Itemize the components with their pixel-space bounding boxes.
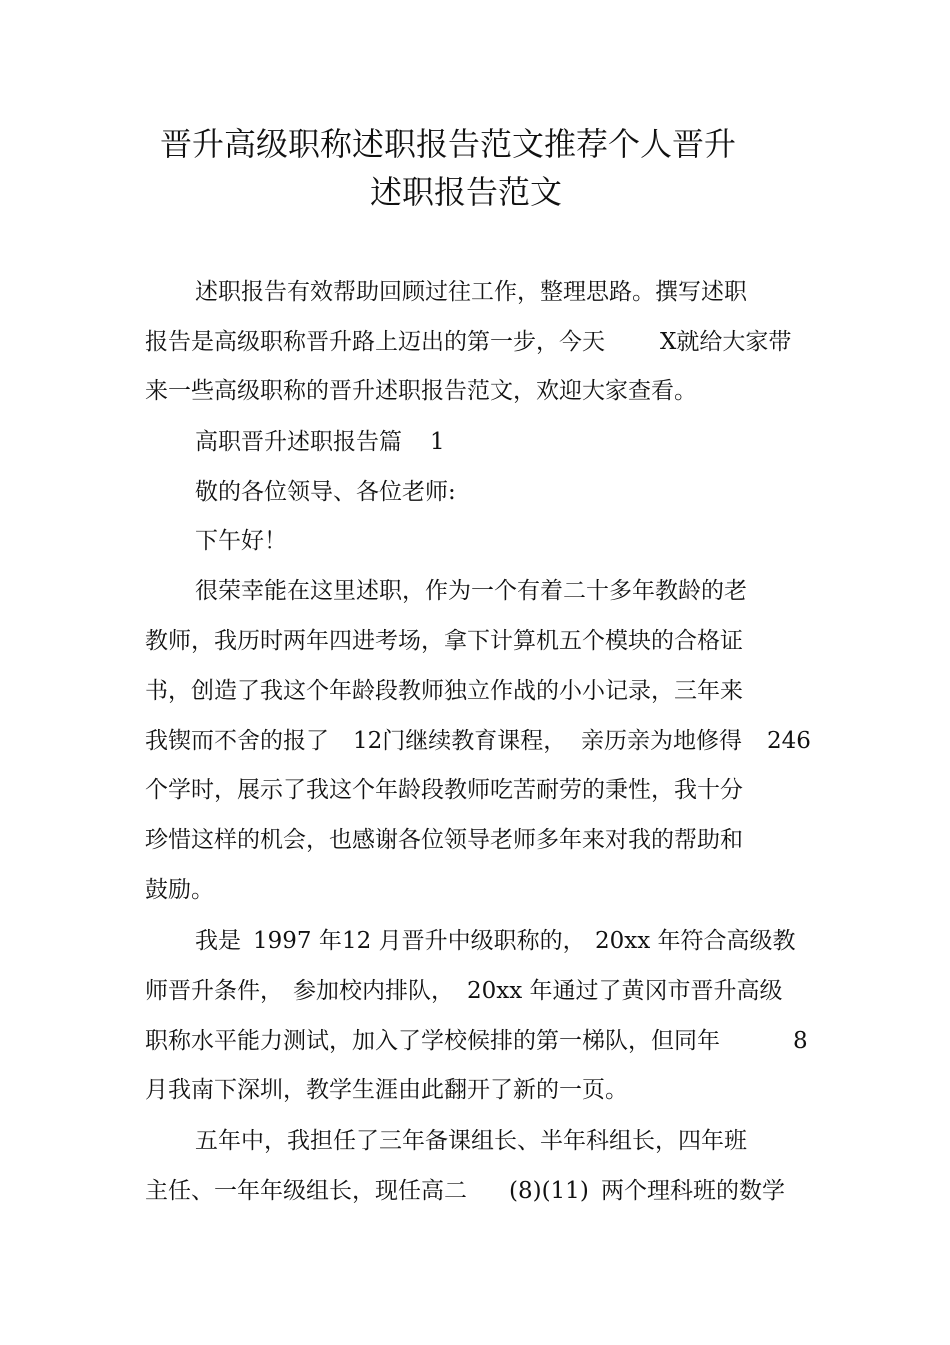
text-segment: 我是 xyxy=(195,928,241,954)
text-segment: 述职报告有效帮助回顾过往工作，整理思路。撰写述职 xyxy=(195,279,747,305)
text-segment: 亲历亲为地修得 xyxy=(581,728,742,754)
text-segment: 主任、一年年级组长，现任高二 xyxy=(145,1178,467,1204)
greeting xyxy=(195,530,287,553)
text-segment: (8)(11) xyxy=(509,1178,589,1204)
body-line xyxy=(145,779,743,802)
text-segment: 师晋升条件， xyxy=(145,978,283,1004)
document-title-line-1: 晋升高级职称述职报告范文推荐个人晋升 xyxy=(160,125,737,163)
salutation xyxy=(195,481,456,504)
text-segment: 个学时，展示了我这个年龄段教师吃苦耐劳的秉性，我十分 xyxy=(145,777,743,803)
body-line xyxy=(195,580,747,603)
text-segment: 教师，我历时两年四进考场，拿下计算机五个模块的合格证 xyxy=(145,628,743,654)
text-segment: 1997 年 xyxy=(253,928,342,954)
text-segment: 书，创造了我这个年龄段教师独立作战的小小记录，三年来 xyxy=(145,678,743,704)
text-segment: 两个理科班的数学 xyxy=(601,1178,785,1204)
body-line xyxy=(145,630,743,653)
text-segment: 12 月晋升中级职称的， xyxy=(342,928,586,954)
text-segment: 高职晋升述职报告篇 xyxy=(195,429,402,455)
text-segment: 我锲而不舍的报了 xyxy=(145,728,329,754)
document-title-line-2: 述职报告范文 xyxy=(370,173,563,211)
text-segment: 月我南下深圳，教学生涯由此翻开了新的一页。 xyxy=(145,1077,628,1103)
text-segment: 246 xyxy=(767,728,811,754)
text-segment: 职称水平能力测试，加入了学校候排的第一梯队，但同年 xyxy=(145,1028,720,1054)
text-segment: 鼓励。 xyxy=(145,877,214,903)
body-line xyxy=(145,829,743,852)
text-segment: 20xx 年通过了黄冈市晋升高级 xyxy=(467,978,783,1004)
body-line xyxy=(145,1079,628,1102)
text-segment: 五年中，我担任了三年备课组长、半年科组长，四年班 xyxy=(195,1128,747,1154)
body-line xyxy=(145,380,697,403)
text-segment: 8 xyxy=(793,1028,808,1054)
text-segment: 12门继续教育课程， xyxy=(353,728,567,754)
body-line xyxy=(145,680,743,703)
text-segment: 来一些高级职称的晋升述职报告范文，欢迎大家查看。 xyxy=(145,378,697,404)
body-line xyxy=(145,879,214,902)
text-segment: 20xx 年符合高级教 xyxy=(595,928,796,954)
text-segment: 参加校内排队， xyxy=(293,978,454,1004)
text-segment: 下午好！ xyxy=(195,528,287,554)
body-line xyxy=(195,1130,747,1153)
text-segment: 1 xyxy=(430,429,445,455)
text-segment: X就给大家带 xyxy=(660,329,792,355)
text-segment: 报告是高级职称晋升路上迈出的第一步，今天 xyxy=(145,329,605,355)
text-segment: 敬的各位领导、各位老师: xyxy=(195,479,456,505)
text-segment: 很荣幸能在这里述职，作为一个有着二十多年教龄的老 xyxy=(195,578,747,604)
body-line xyxy=(195,281,747,304)
text-segment: 珍惜这样的机会，也感谢各位领导老师多年来对我的帮助和 xyxy=(145,827,743,853)
